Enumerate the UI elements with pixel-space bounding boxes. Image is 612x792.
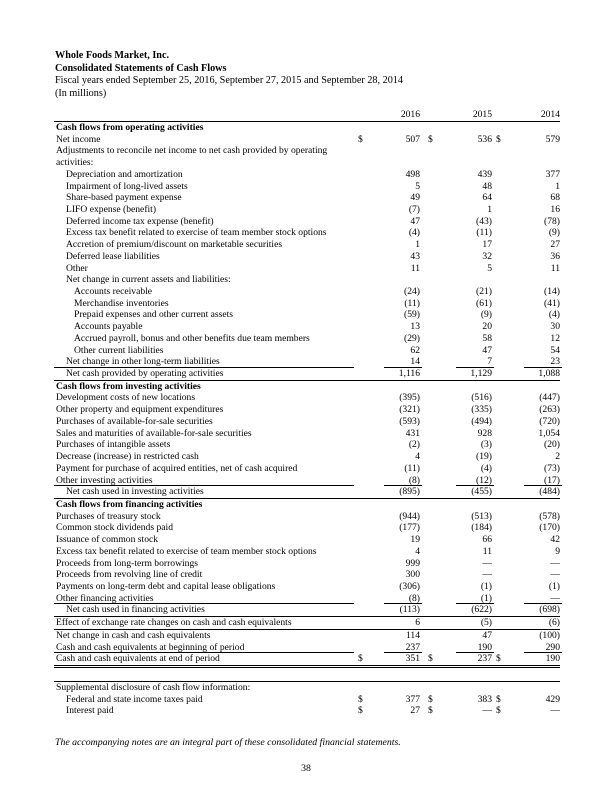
cell-value-2016: 507	[405, 133, 420, 145]
cell-value-2016: 62	[410, 344, 420, 356]
cell-value-2014: 9	[555, 545, 560, 557]
cell-value-2015: 190	[477, 641, 492, 653]
row-label: Net income	[56, 133, 101, 145]
cell-value-2015: 64	[482, 192, 492, 204]
row-label: Deferred income tax expense (benefit)	[66, 215, 214, 227]
cell-value-2015: 11	[482, 545, 492, 557]
cell-value-2015: (184)	[471, 522, 492, 534]
cell-value-2016: 377	[405, 693, 420, 705]
row-label: Sales and maturities of available-for-sale securities	[56, 427, 252, 439]
cell-value-2015: (21)	[476, 286, 492, 298]
cell-value-2015: (513)	[471, 510, 492, 522]
cell-value-2014: 377	[545, 168, 560, 180]
period-description: Fiscal years ended September 25, 2016, September 27, 2015 and September 28, 2014	[55, 75, 403, 86]
cell-value-2015: 383	[477, 693, 492, 705]
table-row	[54, 239, 560, 251]
cell-value-2015: 47	[482, 344, 492, 356]
currency-symbol: $	[358, 653, 363, 665]
row-label: Adjustments to reconcile net income to net cash provided by operating activities:	[56, 145, 328, 168]
cell-value-2015: (4)	[480, 462, 492, 474]
supplemental-section	[54, 681, 560, 717]
cell-value-2014: —	[550, 705, 560, 717]
currency-symbol: $	[428, 705, 433, 717]
cell-value-2015: 5	[487, 262, 492, 274]
currency-symbol: $	[358, 693, 363, 705]
cell-value-2016: 431	[405, 427, 420, 439]
cell-value-2015: —	[482, 557, 492, 569]
table-row	[54, 522, 560, 534]
row-label: Net change in current assets and liabilities:	[66, 274, 231, 286]
cell-value-2016: 49	[410, 192, 420, 204]
cash-flow-table	[54, 109, 560, 717]
table-row	[54, 345, 560, 357]
cell-value-2016: 13	[410, 321, 420, 333]
table-row	[54, 534, 560, 546]
table-row	[54, 251, 560, 263]
row-label: Interest paid	[66, 705, 114, 717]
section-heading: Cash flows from operating activities	[56, 122, 204, 133]
row-label: Net cash used in investing activities	[66, 486, 204, 498]
currency-symbol: $	[496, 693, 501, 705]
table-row	[54, 499, 560, 511]
row-label: Other investing activities	[56, 474, 153, 486]
cell-value-2016: 351	[405, 653, 420, 665]
row-label: Cash and cash equivalents at beginning of period	[56, 641, 245, 653]
row-label: Common stock dividends paid	[56, 522, 173, 534]
cell-value-2014: 12	[550, 332, 560, 344]
cell-value-2016: 4	[415, 451, 420, 463]
cell-value-2014: 1	[555, 180, 560, 192]
units-note: (In millions)	[55, 87, 107, 99]
row-label: Merchandise inventories	[74, 297, 169, 309]
cell-value-2016: (2)	[408, 439, 420, 451]
row-label: Accrued payroll, bonus and other benefits due team members	[74, 332, 310, 344]
row-label: Other financing activities	[56, 592, 154, 604]
table-row	[54, 705, 560, 717]
cell-value-2016: 999	[405, 557, 420, 569]
table-row	[54, 263, 560, 275]
table-row	[54, 451, 560, 463]
table-row	[54, 274, 560, 286]
table-row	[54, 192, 560, 204]
table-row	[54, 630, 560, 642]
cell-value-2014: (578)	[539, 510, 560, 522]
cell-value-2016: (395)	[399, 392, 420, 404]
cell-value-2014: 30	[550, 321, 560, 333]
cell-value-2015: (516)	[471, 392, 492, 404]
cell-value-2014: 579	[545, 133, 560, 145]
cell-value-2016: (11)	[404, 462, 420, 474]
cell-value-2014: (170)	[539, 522, 560, 534]
cell-value-2016: 1,116	[398, 368, 420, 380]
table-row	[54, 463, 560, 475]
table-row	[54, 356, 560, 368]
row-label: Cash and cash equivalents at end of period	[56, 653, 220, 665]
cell-value-2014: (1)	[548, 580, 560, 592]
table-row	[54, 227, 560, 239]
table-row	[54, 333, 560, 345]
row-label: Net change in other long-term liabilities	[66, 356, 220, 368]
page-number: 38	[301, 763, 311, 774]
cell-value-2014: 190	[545, 653, 560, 665]
cell-value-2014: (698)	[539, 604, 560, 616]
cell-value-2014: 68	[550, 192, 560, 204]
cell-value-2014: (9)	[548, 227, 560, 239]
year-header-row	[54, 109, 560, 121]
cell-value-2015: 928	[477, 427, 492, 439]
table-row	[54, 428, 560, 440]
year-column-2014: 2014	[540, 109, 560, 120]
table-row	[54, 475, 560, 487]
row-label: Proceeds from revolving line of credit	[56, 569, 203, 581]
row-label: Development costs of new locations	[56, 392, 196, 404]
table-row	[54, 558, 560, 570]
table-row	[54, 694, 560, 706]
currency-symbol: $	[428, 693, 433, 705]
cell-value-2016: (7)	[408, 203, 420, 215]
cell-value-2014: 429	[545, 693, 560, 705]
table-row	[54, 581, 560, 593]
row-label: Accounts receivable	[74, 286, 153, 298]
cell-value-2015: 1	[487, 203, 492, 215]
cell-value-2014: 11	[550, 262, 560, 274]
row-label: Other property and equipment expenditures	[56, 404, 224, 416]
cell-value-2016: (4)	[408, 227, 420, 239]
cell-value-2015: (5)	[480, 617, 492, 629]
row-label: Supplemental disclosure of cash flow information:	[56, 682, 251, 694]
table-row	[54, 134, 560, 146]
cell-value-2016: 11	[410, 262, 420, 274]
cell-value-2015: (1)	[480, 592, 492, 604]
cell-value-2016: 4	[415, 545, 420, 557]
cell-value-2014: (100)	[539, 629, 560, 641]
row-label: Accounts payable	[74, 321, 143, 333]
cell-value-2015: (1)	[480, 580, 492, 592]
cell-value-2016: 43	[410, 250, 420, 262]
table-row	[54, 381, 560, 393]
cell-value-2015: (12)	[476, 474, 492, 486]
cell-value-2016: 27	[410, 705, 420, 717]
cell-value-2015: 66	[482, 534, 492, 546]
company-name: Whole Foods Market, Inc.	[55, 50, 170, 61]
cell-value-2015: 32	[482, 250, 492, 262]
cell-value-2014: 36	[550, 250, 560, 262]
cell-value-2014: (4)	[548, 309, 560, 321]
cell-value-2016: 14	[410, 356, 420, 368]
cell-value-2015: (11)	[476, 227, 492, 239]
row-label: Excess tax benefit related to exercise of team member stock options	[56, 545, 317, 557]
cell-value-2014: 290	[545, 641, 560, 653]
row-label: Accretion of premium/discount on marketable securities	[66, 239, 283, 251]
section-heading: Cash flows from investing activities	[56, 380, 201, 392]
cell-value-2016: (24)	[404, 286, 420, 298]
row-label: Net cash provided by operating activities	[66, 368, 224, 380]
table-row	[54, 181, 560, 193]
table-row	[54, 216, 560, 228]
currency-symbol: $	[428, 653, 433, 665]
row-label: Decrease (increase) in restricted cash	[56, 451, 199, 463]
cell-value-2016: (306)	[399, 580, 420, 592]
row-label: Net cash used in financing activities	[66, 604, 205, 616]
cell-value-2014: (263)	[539, 404, 560, 416]
cell-value-2016: (177)	[399, 522, 420, 534]
cell-value-2016: (8)	[408, 474, 420, 486]
section-heading: Cash flows from financing activities	[56, 498, 203, 510]
currency-symbol: $	[358, 705, 363, 717]
table-row	[54, 404, 560, 416]
cell-value-2015: —	[482, 569, 492, 581]
table-row	[54, 122, 560, 134]
row-label: Proceeds from long-term borrowings	[56, 557, 199, 569]
cell-value-2015: (622)	[471, 604, 492, 616]
cell-value-2016: 237	[405, 641, 420, 653]
row-label: Effect of exchange rate changes on cash and cash equivalents	[56, 617, 292, 629]
cell-value-2014: 16	[550, 203, 560, 215]
cell-value-2014: (20)	[544, 439, 560, 451]
table-row	[54, 546, 560, 558]
cell-value-2015: 7	[487, 356, 492, 368]
table-row	[54, 368, 560, 381]
table-row	[54, 682, 560, 694]
cell-value-2014: (17)	[544, 474, 560, 486]
table-row	[54, 511, 560, 523]
row-label: Other	[66, 262, 88, 274]
cell-value-2015: 237	[477, 653, 492, 665]
cell-value-2014: (6)	[548, 617, 560, 629]
table-row	[54, 593, 560, 605]
cell-value-2016: 1	[415, 239, 420, 251]
table-row	[54, 286, 560, 298]
row-label: Purchases of intangible assets	[56, 439, 171, 451]
cell-value-2015: (61)	[476, 297, 492, 309]
cell-value-2014: (78)	[544, 215, 560, 227]
row-label: Payments on long-term debt and capital lease obligations	[56, 580, 276, 592]
cell-value-2016: 6	[415, 617, 420, 629]
cell-value-2015: 48	[482, 180, 492, 192]
table-row	[54, 653, 560, 668]
cell-value-2016: (113)	[399, 604, 420, 616]
table-row	[54, 321, 560, 333]
year-column-2015: 2015	[472, 109, 492, 120]
cell-value-2014: (73)	[544, 462, 560, 474]
cell-value-2015: (494)	[471, 415, 492, 427]
table-body	[54, 121, 560, 668]
cell-value-2015: 20	[482, 321, 492, 333]
row-label: Depreciation and amortization	[66, 168, 183, 180]
table-row	[54, 204, 560, 216]
row-label: Purchases of treasury stock	[56, 510, 161, 522]
statement-title: Consolidated Statements of Cash Flows	[55, 62, 227, 74]
cell-value-2016: (593)	[399, 415, 420, 427]
table-row	[54, 569, 560, 581]
table-row	[54, 416, 560, 428]
cell-value-2016: (944)	[399, 510, 420, 522]
cell-value-2014: (41)	[544, 297, 560, 309]
cell-value-2014: (484)	[539, 486, 560, 498]
cell-value-2015: (43)	[476, 215, 492, 227]
cell-value-2015: (9)	[480, 309, 492, 321]
cell-value-2014: 1,088	[538, 368, 560, 380]
table-row	[54, 309, 560, 321]
cell-value-2014: —	[550, 569, 560, 581]
cell-value-2014: (14)	[544, 286, 560, 298]
cell-value-2014: —	[550, 592, 560, 604]
row-label: Deferred lease liabilities	[66, 250, 160, 262]
cell-value-2016: 5	[415, 180, 420, 192]
row-label: Federal and state income taxes paid	[66, 693, 203, 705]
cell-value-2014: 23	[550, 356, 560, 368]
row-label: Issuance of common stock	[56, 534, 159, 546]
currency-symbol: $	[496, 705, 501, 717]
cell-value-2016: 498	[405, 168, 420, 180]
row-label: Purchases of available-for-sale securities	[56, 415, 213, 427]
cell-value-2016: 19	[410, 534, 420, 546]
footer-note: The accompanying notes are an integral part of these consolidated financial statements.	[55, 737, 401, 748]
cell-value-2015: 536	[477, 133, 492, 145]
cell-value-2016: 47	[410, 215, 420, 227]
row-label: Impairment of long-lived assets	[66, 180, 188, 192]
cell-value-2014: 27	[550, 239, 560, 251]
cell-value-2016: (29)	[404, 332, 420, 344]
row-label: Excess tax benefit related to exercise of team member stock options	[66, 227, 327, 239]
cell-value-2016: 300	[405, 569, 420, 581]
currency-symbol: $	[358, 133, 363, 145]
row-label: Share-based payment expense	[66, 192, 182, 204]
cell-value-2015: 439	[477, 168, 492, 180]
cell-value-2015: (455)	[471, 486, 492, 498]
cell-value-2016: (59)	[404, 309, 420, 321]
cell-value-2015: (19)	[476, 451, 492, 463]
cell-value-2015: (3)	[480, 439, 492, 451]
cell-value-2015: 1,129	[470, 368, 492, 380]
cell-value-2015: —	[482, 705, 492, 717]
cell-value-2014: 42	[550, 534, 560, 546]
cell-value-2016: (11)	[404, 297, 420, 309]
table-row	[54, 486, 560, 499]
cell-value-2014: 2	[555, 451, 560, 463]
table-row	[54, 145, 560, 168]
cell-value-2015: 17	[482, 239, 492, 251]
currency-symbol: $	[496, 133, 501, 145]
cell-value-2015: 58	[482, 332, 492, 344]
table-row	[54, 392, 560, 404]
row-label: Other current liabilities	[74, 344, 164, 356]
cell-value-2014: (447)	[539, 392, 560, 404]
table-row	[54, 298, 560, 310]
row-label: Net change in cash and cash equivalents	[56, 629, 211, 641]
row-label: Prepaid expenses and other current assets	[74, 309, 234, 321]
cell-value-2014: 54	[550, 344, 560, 356]
cell-value-2016: (895)	[399, 486, 420, 498]
cell-value-2015: (335)	[471, 404, 492, 416]
cell-value-2014: (720)	[539, 415, 560, 427]
currency-symbol: $	[496, 653, 501, 665]
table-row	[54, 642, 560, 654]
cell-value-2016: (8)	[408, 592, 420, 604]
cell-value-2014: 1,054	[538, 427, 560, 439]
table-row	[54, 169, 560, 181]
table-row	[54, 617, 560, 630]
cell-value-2014: —	[550, 557, 560, 569]
table-row	[54, 439, 560, 451]
row-label: Payment for purchase of acquired entities, net of cash acquired	[56, 462, 298, 474]
cell-value-2016: (321)	[399, 404, 420, 416]
row-label: LIFO expense (benefit)	[66, 203, 157, 215]
cell-value-2016: 114	[405, 629, 420, 641]
year-column-2016: 2016	[400, 109, 420, 120]
currency-symbol: $	[428, 133, 433, 145]
cell-value-2015: 47	[482, 629, 492, 641]
table-row	[54, 604, 560, 617]
